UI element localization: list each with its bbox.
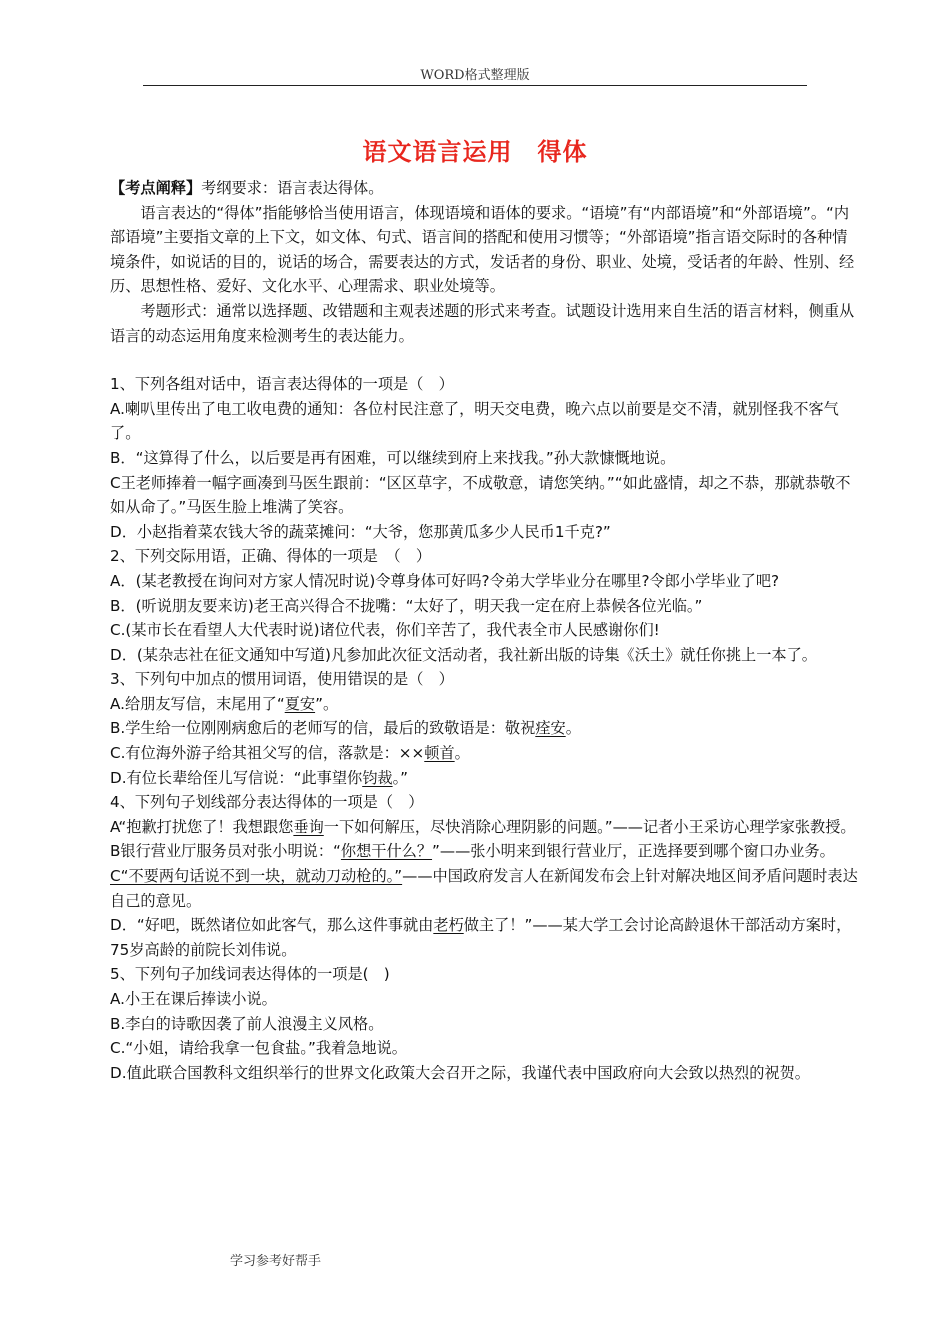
q4-b-tail: ”——张小明来到银行营业厅，正选择要到哪个窗口办业务。 bbox=[432, 842, 835, 861]
q3-a-underlined: 夏安 bbox=[284, 694, 316, 713]
q5-option-a: A.小王在课后捧读小说。 bbox=[110, 990, 277, 1008]
q3-c-tail: 。 bbox=[454, 744, 470, 763]
q4-b-underlined: 你想干什么？ bbox=[340, 842, 433, 861]
page-title: 语文语言运用 得体 bbox=[362, 138, 588, 166]
q3-c-underlined: 顿首 bbox=[424, 744, 455, 763]
q4-option-c bbox=[110, 864, 858, 913]
q3-c-text: C.有位海外游子给其祖父写的信，落款是：×× bbox=[110, 744, 425, 763]
q3-a-text: A.给朋友写信，末尾用了“ bbox=[110, 694, 285, 713]
q1-option-c: C王老师捧着一幅字画凑到马医生跟前：“区区草字，不成敬意，请您笑纳。”“如此盛情，却之不恭，那就恭敬不如从命了。”马医生脸上堆满了笑容。 bbox=[110, 473, 851, 517]
q1-stem: 1、下列各组对话中，语言表达得体的一项是（ ） bbox=[110, 375, 454, 394]
q2-option-d: D．(某杂志社在征文通知中写道)凡参加此次征文活动者，我社新出版的诗集《沃土》就任你挑上一本了。 bbox=[110, 645, 817, 664]
q5-option-c: C.“小姐，请给我拿一包食盐。”我着急地说。 bbox=[110, 1039, 407, 1058]
q3-d-underlined: 钧裁 bbox=[362, 768, 393, 787]
q3-option-b bbox=[110, 716, 858, 741]
intro-requirement bbox=[110, 176, 858, 201]
q4-c-tail: ——中国政府发言人在新闻发布会上针对解决地区间矛盾问题时表达自己的意见。 bbox=[110, 867, 858, 910]
q4-d-tail: 做主了！”——某大学工会讨论高龄退休干部活动方案时，75岁高龄的前院长刘伟说。 bbox=[110, 916, 852, 959]
q1-option-b: B．“这算得了什么，以后要是再有困难，可以继续到府上来找我。”孙大款慷慨地说。 bbox=[110, 448, 676, 467]
q3-option-d bbox=[110, 766, 858, 791]
q5-option-b: B.李白的诗歌因袭了前人浪漫主义风格。 bbox=[110, 1014, 384, 1033]
q1-option-d: D．小赵指着菜农钱大爷的蔬菜摊问：“大爷，您那黄瓜多少人民币1千克?” bbox=[110, 522, 611, 541]
spacer bbox=[110, 348, 858, 372]
intro-label: 【考点阐释】 bbox=[110, 179, 202, 197]
q4-stem: 4、下列句子划线部分表达得体的一项是（ ） bbox=[110, 793, 424, 812]
q3-d-tail: 。” bbox=[392, 768, 409, 787]
q4-a-tail: 一下如何解压，尽快消除心理阴影的问题。”——记者小王采访心理学家张教授。 bbox=[323, 817, 856, 836]
intro-paragraph-1: 语言表达的“得体”指能够恰当使用语言，体现语境和语体的要求。“语境”有“内部语境”和“外部语境”。“内部语境”主要指文章的上下文，如文体、句式、语言间的搭配和使用习惯等；“外部语境”指言语交际时的各种情境条件，如说话的目的，说话的场合，需要表达的方式，发话者的身份、职业、处境，受话者的年龄、性别、经历、思想性格、爱好、文化水平、心理需求、职业处境等。 bbox=[110, 203, 855, 296]
q3-b-text: B.学生给一位刚刚病愈后的老师写的信，最后的致敬语是：敬祝 bbox=[110, 719, 536, 738]
q4-c-underlined: C“不要两句话说不到一块，就动刀动枪的。” bbox=[110, 867, 403, 886]
q3-b-tail: 。 bbox=[565, 719, 581, 738]
q3-a-tail: ”。 bbox=[315, 694, 339, 713]
page-footer: 学习参考好帮手 bbox=[230, 1254, 322, 1269]
q5-stem: 5、下列句子加线词表达得体的一项是( ) bbox=[110, 965, 390, 984]
page-header: WORD格式整理版 bbox=[420, 68, 530, 83]
q3-stem: 3、下列句中加点的惯用词语，使用错误的是（ ） bbox=[110, 670, 454, 689]
q3-b-underlined: 痊安 bbox=[535, 719, 566, 738]
q2-option-b: B．(听说朋友要来访)老王高兴得合不拢嘴：“太好了，明天我一定在府上恭候各位光临。” bbox=[110, 596, 703, 615]
q4-option-d bbox=[110, 913, 858, 962]
q4-option-b bbox=[110, 839, 858, 864]
q3-option-c bbox=[110, 741, 858, 766]
q3-d-text: D.有位长辈给侄儿写信说：“此事望你 bbox=[110, 768, 363, 787]
q4-d-text: D．“好吧，既然诸位如此客气，那么这件事就由 bbox=[110, 916, 434, 935]
q4-a-underlined: 垂询 bbox=[293, 817, 324, 836]
intro-paragraph-2: 考题形式：通常以选择题、改错题和主观表述题的形式来考查。试题设计选用来自生活的语言材料，侧重从语言的动态运用角度来检测考生的表达能力。 bbox=[110, 301, 855, 345]
q2-stem: 2、下列交际用语，正确、得体的一项是 （ ） bbox=[110, 547, 432, 566]
q2-option-a: A．(某老教授在询问对方家人情况时说)令尊身体可好吗?令弟大学毕业分在哪里?令郎小学毕业了吧? bbox=[110, 571, 780, 590]
q2-option-c: C.(某市长在看望人大代表时说)诸位代表，你们辛苦了，我代表全市人民感谢你们! bbox=[110, 621, 660, 640]
q5-option-d: D.值此联合国教科文组织举行的世界文化政策大会召开之际，我谨代表中国政府向大会致以热烈的祝贺。 bbox=[110, 1063, 810, 1082]
q3-option-a bbox=[110, 692, 858, 717]
q4-option-a bbox=[110, 815, 858, 840]
q1-option-a: A.喇叭里传出了电工收电费的通知：各位村民注意了，明天交电费，晚六点以前要是交不清，就别怪我不客气了。 bbox=[110, 399, 839, 443]
q4-b-text: B银行营业厅服务员对张小明说：“ bbox=[110, 842, 341, 861]
requirement-text: 考纲要求：语言表达得体。 bbox=[201, 179, 384, 197]
document-body bbox=[110, 176, 858, 1085]
q4-a-text: A“抱歉打扰您了！我想跟您 bbox=[110, 817, 294, 836]
header-rule bbox=[143, 85, 807, 86]
q4-d-underlined: 老朽 bbox=[433, 916, 464, 935]
